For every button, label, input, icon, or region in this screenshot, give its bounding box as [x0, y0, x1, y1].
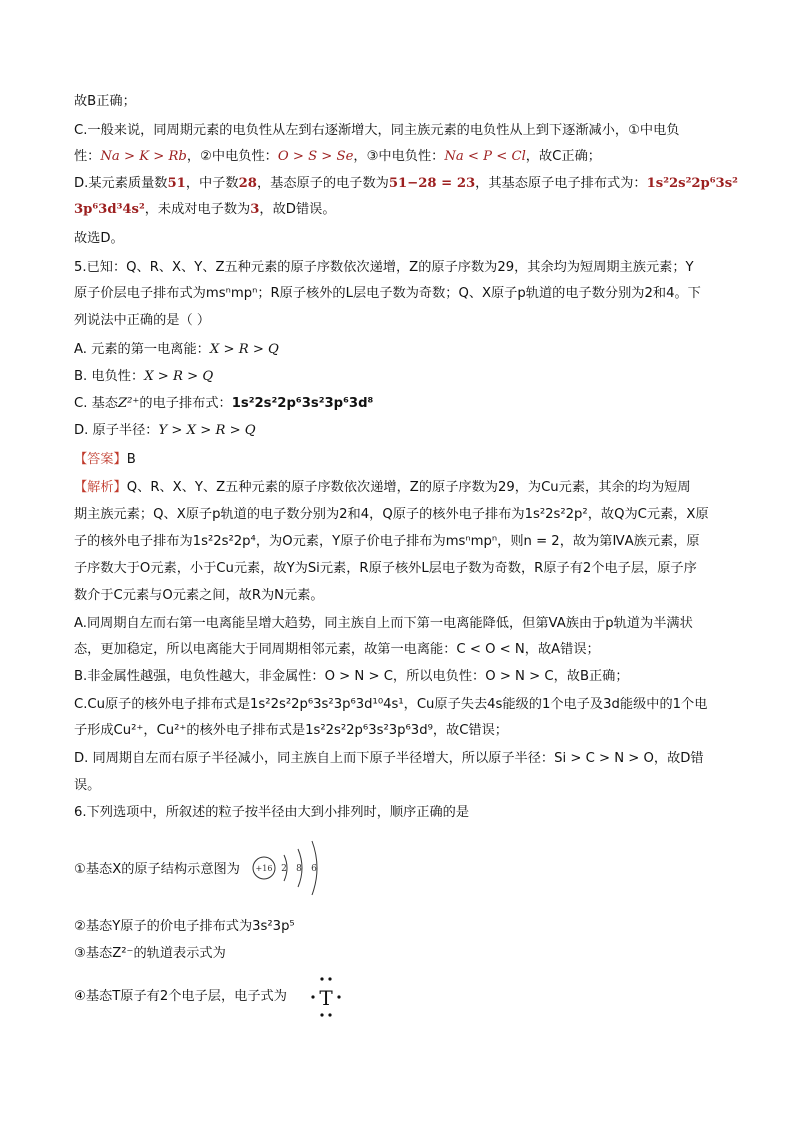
line-choose-d: 故选D。 [74, 231, 124, 246]
atomic-structure-diagram [252, 835, 332, 905]
explanation-a-2: 态，更加稳定，所以电离能大于同周期相邻元素，故第一电离能：C < O < N，故A错误； [74, 642, 600, 657]
q5-option-b: B. 电负性：X > R > Q [74, 369, 214, 384]
q6-statement-1: ①基态X的原子结构示意图为 [74, 862, 240, 877]
q5-option-c: C. 基态Z²⁺的电子排布式：1s²2s²2p⁶3s²3p⁶3d⁸ [74, 396, 374, 411]
electron-dot-diagram [310, 975, 342, 1019]
q5-stem-2: 原子价层电子排布式为msⁿmpⁿ；R原子核外的L层电子数为奇数；Q、X原子p轨道的电子数分别为2和4。下 [74, 286, 701, 301]
q5-option-d: D. 原子半径：Y > X > R > Q [74, 423, 256, 438]
line-c-values: 性：Na > K > Rb，②中电负性：O > S > Se，③中电负性：Na < P < Cl，故C正确； [74, 149, 601, 164]
electron-dot-symbol: T [319, 986, 333, 1010]
q6-statement-2: ②基态Y原子的价电子排布式为3s²3p⁵ [74, 919, 295, 934]
explanation-d-1: D. 同周期自左而右原子半径减小，同主族自上而下原子半径增大，所以原子半径：Si > C > N > O，故D错 [74, 751, 704, 766]
shell-1-count: 2 [281, 864, 287, 874]
q6-statement-3: ③基态Z²⁻的轨道表示式为 [74, 946, 226, 961]
explanation-a-1: A.同周期自左而右第一电离能呈增大趋势，同主族自上而下第一电离能降低，但第VA族由于p轨道为半满状 [74, 616, 693, 631]
q6-statement-4: ④基态T原子有2个电子层，电子式为 [74, 989, 287, 1004]
explanation-d-2: 误。 [74, 778, 101, 793]
q5-stem-1: 5.已知：Q、R、X、Y、Z五种元素的原子序数依次递增，Z的原子序数为29，其余均为短周期主族元素；Y [74, 260, 694, 275]
q5-stem-3: 列说法中正确的是（ ） [74, 313, 211, 328]
explanation-4: 子序数大于O元素，小于Cu元素，故Y为Si元素，R原子核外L层电子数为奇数，R原子有2个电子层，原子序 [74, 561, 697, 576]
nucleus-charge: +16 [255, 864, 273, 873]
q6-stem: 6.下列选项中，所叙述的粒子按半径由大到小排列时，顺序正确的是 [74, 805, 470, 820]
line-c-intro: C.一般来说，同周期元素的电负性从左到右逐渐增大，同主族元素的电负性从上到下逐渐减小，①中电负 [74, 123, 680, 138]
q5-option-a: A. 元素的第一电离能：X > R > Q [74, 342, 279, 357]
explanation-c-1: C.Cu原子的核外电子排布式是1s²2s²2p⁶3s²3p⁶3d¹⁰4s¹，Cu原子失去4s能级的1个电子及3d能级中的1个电 [74, 697, 708, 712]
explanation-3: 子的核外电子排布为1s²2s²2p⁴，为O元素，Y原子价电子排布为msⁿmpⁿ，则n = 2，故为第ⅣA族元素，原 [74, 534, 700, 549]
explanation-b: B.非金属性越强，电负性越大，非金属性：O > N > C，所以电负性：O > N > C，故B正确； [74, 669, 629, 684]
explanation-5: 数介于C元素与O元素之间，故R为N元素。 [74, 588, 324, 603]
explanation-2: 期主族元素；Q、X原子p轨道的电子数分别为2和4，Q原子的核外电子排布为1s²2s²2p²，故Q为C元素，X原 [74, 507, 709, 522]
explanation-1: 【解析】Q、R、X、Y、Z五种元素的原子序数依次递增，Z的原子序数为29，为Cu元素，其余的均为短周 [74, 480, 691, 495]
line-d-intro: D.某元素质量数51，中子数28，基态原子的电子数为51−28 = 23，其基态原子电子排布式为：1s²2s²2p⁶3s² [74, 176, 738, 191]
answer-line: 【答案】B [74, 452, 136, 467]
shell-2-count: 8 [296, 864, 302, 874]
line-b-correct: 故B正确； [74, 94, 136, 109]
shell-3-count: 6 [311, 864, 317, 874]
explanation-c-2: 子形成Cu²⁺，Cu²⁺的核外电子排布式是1s²2s²2p⁶3s²3p⁶3d⁹，故C错误； [74, 723, 508, 738]
line-d-cont: 3p⁶3d³4s²，未成对电子数为3，故D错误。 [74, 202, 336, 217]
